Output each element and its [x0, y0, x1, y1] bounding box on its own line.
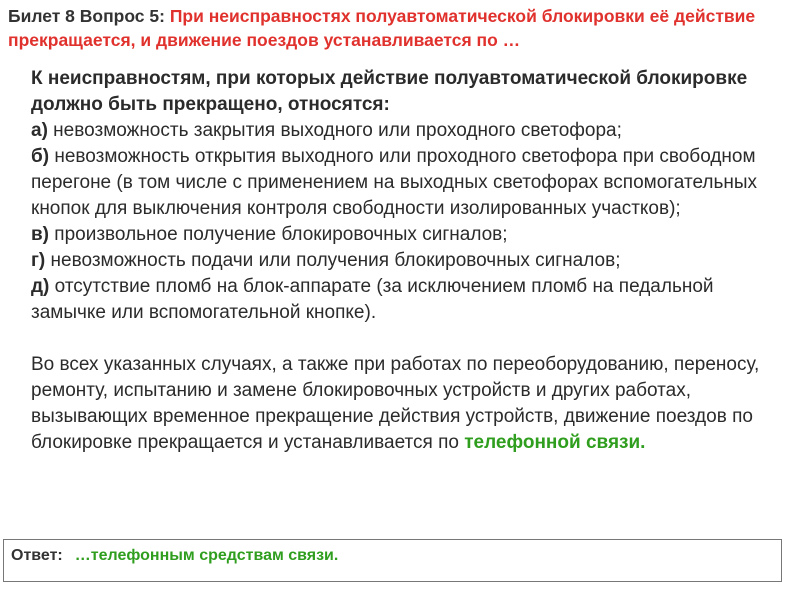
- item-text: невозможность закрытия выходного или проходного светофора;: [47, 120, 622, 141]
- list-item: [31, 144, 776, 222]
- item-marker: б): [31, 146, 50, 167]
- conclusion-highlight: телефонной связи.: [464, 432, 646, 453]
- list-item: [31, 222, 776, 248]
- list-item: [31, 248, 776, 274]
- answer-label: Ответ:: [11, 547, 63, 564]
- item-marker: г): [31, 250, 46, 271]
- list-item: [31, 118, 776, 144]
- intro-paragraph: К неисправностям, при которых действие полуавтоматической блокировке должно быть прекращено, относятся:: [31, 68, 748, 115]
- explanation-text: [31, 66, 776, 456]
- question-text: При неисправностях полуавтоматической блокировки её действие прекращается, и движение поездов устанавливается по …: [8, 6, 756, 50]
- item-marker: а): [31, 120, 48, 141]
- ticket-header: [8, 4, 788, 52]
- conclusion-text: Во всех указанных случаях, а также при работах по переоборудованию, переносу, ремонту, испытанию и замене блокировочных устройств и других работах, вызывающих временное прекращение действия устройств, движение поездов по блокировке прекращается и устанавливается по: [31, 354, 760, 453]
- item-marker: д): [31, 276, 50, 297]
- question-label: Вопрос 5:: [79, 6, 165, 26]
- answer-box: [3, 539, 782, 582]
- item-text: отсутствие пломб на блок-аппарате (за исключением пломб на педальной замычке или вспомогательной кнопке).: [31, 276, 714, 323]
- conclusion-paragraph: [31, 352, 776, 456]
- answer-value: …телефонным средствам связи.: [74, 547, 339, 564]
- item-text: невозможность подачи или получения блокировочных сигналов;: [45, 250, 621, 271]
- item-text: невозможность открытия выходного или проходного светофора при свободном перегоне (в том числе с применением на выходных светофорах вспомогательных кнопок для выключения контроля свободности изолированных участков);: [31, 146, 758, 219]
- paragraph-spacer: [31, 326, 776, 352]
- item-text: произвольное получение блокировочных сигналов;: [49, 224, 508, 245]
- ticket-label: Билет 8: [8, 6, 75, 26]
- list-item: [31, 274, 776, 326]
- item-marker: в): [31, 224, 50, 245]
